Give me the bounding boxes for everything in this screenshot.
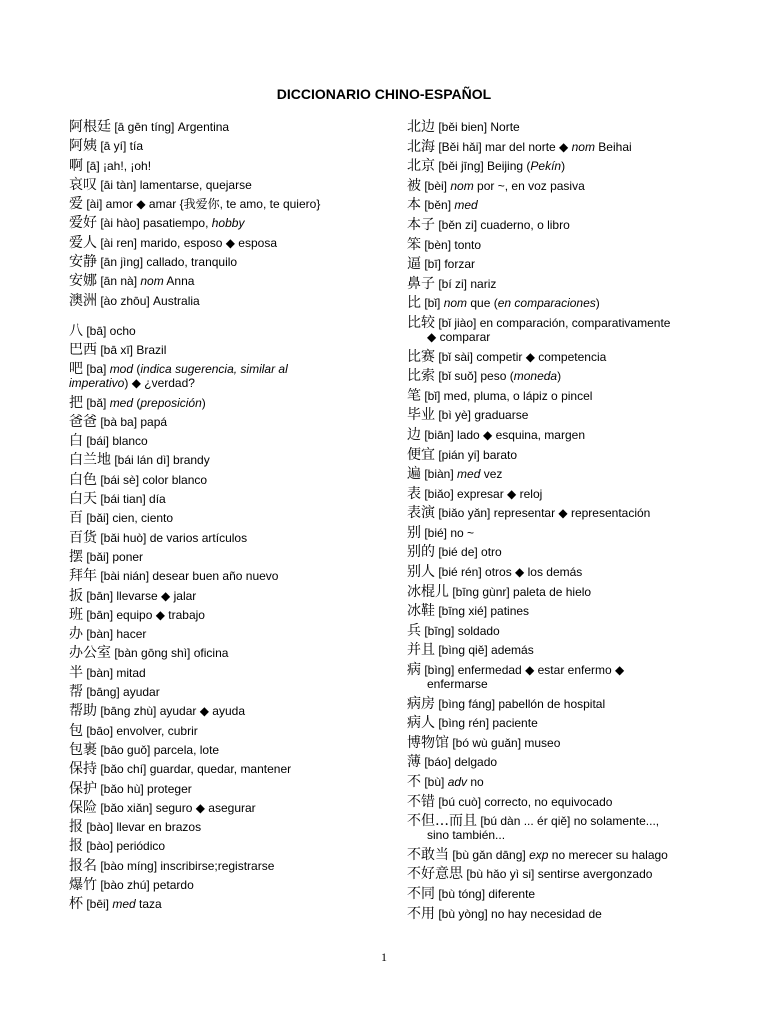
entry-headword: 班 [69, 606, 83, 623]
entry-headword: 病房 [407, 695, 435, 712]
dictionary-entry [407, 277, 727, 291]
entry-definition: [běi bien] Norte [435, 120, 520, 134]
dictionary-entry [69, 216, 389, 230]
entry-headword: 病 [407, 662, 421, 679]
entry-definition: [bù gǎn dāng] exp no merecer su halago [449, 847, 668, 862]
dictionary-entry [69, 550, 389, 564]
entry-definition: [bào] periódico [83, 839, 166, 854]
dictionary-entry [69, 608, 389, 622]
dictionary-entry [407, 140, 727, 154]
entry-headword: 不但…而且 [407, 813, 477, 830]
dictionary-entry [69, 859, 389, 873]
dictionary-entry [69, 415, 389, 429]
entry-definition: [bí zi] nariz [435, 276, 497, 291]
dictionary-entry [407, 448, 727, 462]
dictionary-entry [407, 389, 727, 403]
dictionary-entry [407, 604, 727, 618]
entry-headword: 逼 [407, 256, 421, 273]
dictionary-entry [69, 492, 389, 506]
dictionary-entry [407, 697, 727, 711]
entry-headword: 比赛 [407, 348, 435, 365]
entry-headword: 白色 [69, 471, 97, 488]
entry-definition: [báo] delgado [421, 755, 498, 770]
dictionary-entry [69, 139, 389, 153]
entry-headword: 保持 [69, 761, 97, 778]
entry-definition: [běi jīng] Beijing (Pekín) [435, 159, 566, 174]
entry-definition: [ān jìng] callado, tranquilo [97, 255, 238, 270]
entry-definition: [ā] ¡ah!, ¡oh! [83, 158, 152, 173]
entry-headword: 薄 [407, 754, 421, 771]
entry-headword: 表演 [407, 505, 435, 522]
entry-headword: 八 [69, 322, 83, 339]
dictionary-entry [407, 585, 727, 599]
entry-headword: 啊 [69, 157, 83, 174]
entry-definition: [běn zi] cuaderno, o libro [435, 217, 570, 232]
dictionary-entry [407, 775, 727, 789]
dictionary-entry [69, 724, 389, 738]
dictionary-entry [407, 887, 727, 901]
page-number: 1 [381, 950, 387, 964]
entry-headword: 百 [69, 510, 83, 527]
entry-headword: 北海 [407, 138, 435, 155]
dictionary-entry [407, 257, 727, 271]
entry-definition: [bāng zhù] ayudar ◆ ayuda [97, 704, 245, 719]
entry-definition: [bú cuò] correcto, no equivocado [435, 794, 613, 809]
entry-definition: [bié rén] otros ◆ los demás [435, 565, 583, 580]
entry-headword: 白天 [69, 491, 97, 508]
entry-definition: [bī] forzar [421, 257, 476, 272]
entry-definition: [bā xī] Brazil [97, 342, 167, 357]
entry-definition: [bǎ] med (preposición) [83, 395, 206, 410]
entry-definition: [bái tian] día [97, 492, 166, 507]
entry-definition: [bèn] tonto [421, 237, 482, 252]
entry-definition: [bāo] envolver, cubrir [83, 723, 198, 738]
dictionary-entry [69, 839, 389, 853]
entry-definition: [biǎo] expresar ◆ reloj [421, 486, 543, 501]
entry-headword: 不同 [407, 885, 435, 902]
entry-headword: 兵 [407, 622, 421, 639]
entry-headword: 表 [407, 485, 421, 502]
dictionary-entry [69, 159, 389, 173]
entry-definition: [bàn gōng shì] oficina [111, 646, 229, 661]
dictionary-entry [69, 343, 389, 357]
entry-headword: 不错 [407, 793, 435, 810]
dictionary-entry [407, 663, 727, 691]
dictionary-entry [407, 755, 727, 769]
dictionary-entry [407, 907, 727, 921]
entry-headword: 半 [69, 664, 83, 681]
entry-definition: [bīng xié] patines [435, 604, 530, 619]
entry-headword: 保险 [69, 799, 97, 816]
entry-definition: [ài] amor ◆ amar {我爱你, te amo, te quiero} [83, 197, 321, 212]
entry-headword: 北京 [407, 158, 435, 175]
dictionary-entry [407, 624, 727, 638]
dictionary-entry [69, 685, 389, 699]
entry-definition: [bìng fáng] pabellón de hospital [435, 696, 606, 711]
entry-headword: 白 [69, 433, 83, 450]
entry-definition-continuation: ◆ comparar [427, 329, 491, 344]
entry-definition: [bì yè] graduarse [435, 408, 529, 423]
entry-definition: [bān] llevarse ◆ jalar [83, 588, 197, 603]
entry-headword: 拜年 [69, 568, 97, 585]
entry-definition-continuation: enfermarse [427, 677, 488, 692]
entry-definition: [ba] mod (indica sugerencia, similar al [83, 362, 288, 377]
dictionary-entry [69, 473, 389, 487]
entry-definition: [bù hǎo yì si] sentirse avergonzado [463, 867, 653, 882]
dictionary-column-right [407, 120, 727, 926]
entry-headword: 报名 [69, 857, 97, 874]
entry-definition: [bǎo xiǎn] seguro ◆ asegurar [97, 800, 256, 815]
entry-definition: [ài hào] pasatiempo, hobby [97, 216, 245, 231]
entry-definition: [Běi hǎi] mar del norte ◆ nom Beihai [435, 139, 632, 154]
dictionary-entry [407, 795, 727, 809]
entry-headword: 冰鞋 [407, 603, 435, 620]
entry-headword: 不用 [407, 905, 435, 922]
entry-definition: [bǐ jiào] en comparación, comparativamente [435, 315, 671, 330]
entry-headword: 不敢当 [407, 846, 449, 863]
entry-headword: 边 [407, 426, 421, 443]
entry-headword: 哀叹 [69, 176, 97, 193]
dictionary-entry [407, 814, 727, 842]
entry-headword: 冰棍儿 [407, 583, 449, 600]
entry-headword: 本子 [407, 216, 435, 233]
entry-headword: 笨 [407, 236, 421, 253]
entry-definition-continuation: imperativo) ◆ ¿verdad? [69, 376, 195, 391]
entry-headword: 吧 [69, 361, 83, 378]
entry-headword: 不 [407, 774, 421, 790]
entry-definition: [biǎo yǎn] representar ◆ representación [435, 506, 651, 521]
entry-headword: 杯 [69, 896, 83, 913]
dictionary-entry [69, 531, 389, 545]
entry-definition: [bài nián] desear buen año nuevo [97, 569, 279, 584]
dictionary-entry [69, 878, 389, 892]
entry-definition: [ān nà] nom Anna [97, 274, 195, 289]
dictionary-entry [407, 716, 727, 730]
page-title: DICCIONARIO CHINO-ESPAÑOL [276, 86, 492, 102]
dictionary-entry [69, 782, 389, 796]
entry-headword: 办公室 [69, 645, 111, 662]
entry-definition: [bù tóng] diferente [435, 886, 536, 901]
dictionary-entry [69, 236, 389, 250]
dictionary-entry [407, 643, 727, 657]
dictionary-entry [407, 179, 727, 193]
entry-definition: [bǎo hù] proteger [97, 781, 192, 796]
entry-definition: [bǎi] poner [83, 549, 144, 564]
dictionary-entry [407, 159, 727, 173]
dictionary-entry [69, 743, 389, 757]
entry-definition: [bié] no ~ [421, 525, 475, 540]
entry-definition: [bā] ocho [83, 323, 136, 338]
entry-definition: [bó wù guǎn] museo [449, 735, 561, 750]
entry-headword: 白兰地 [69, 452, 111, 469]
entry-definition: [bái lán dì] brandy [111, 453, 210, 468]
entry-definition: [bù yòng] no hay necesidad de [435, 906, 602, 921]
dictionary-entry [69, 255, 389, 269]
entry-definition: [bìng] enfermedad ◆ estar enfermo ◆ [421, 663, 625, 678]
dictionary-entry [407, 467, 727, 481]
entry-headword: 巴西 [69, 341, 97, 358]
entry-definition: [ài ren] marido, esposo ◆ esposa [97, 235, 277, 250]
entry-headword: 报 [69, 819, 83, 836]
dictionary-entry [69, 120, 389, 134]
entry-headword: 扳 [69, 587, 83, 604]
dictionary-entry [69, 178, 389, 192]
entry-definition: [běn] med [421, 198, 478, 213]
entry-headword: 包裹 [69, 741, 97, 758]
dictionary-entry [69, 197, 389, 211]
entry-headword: 爱好 [69, 215, 97, 232]
entry-definition: [bǐ] med, pluma, o lápiz o pincel [421, 388, 593, 403]
dictionary-entry [407, 867, 727, 881]
entry-definition: [biàn] med vez [421, 467, 503, 482]
entry-definition: [bāng] ayudar [83, 685, 160, 700]
dictionary-entry [407, 487, 727, 501]
entry-definition: [bīng gùnr] paleta de hielo [449, 584, 592, 599]
entry-definition: [bié de] otro [435, 545, 502, 560]
entry-headword: 安娜 [69, 273, 97, 290]
dictionary-entry [69, 589, 389, 603]
entry-definition: [ào zhōu] Australia [97, 293, 200, 308]
dictionary-entry [407, 848, 727, 862]
entry-headword: 办 [69, 626, 83, 643]
entry-headword: 爆竹 [69, 876, 97, 893]
dictionary-entry [407, 506, 727, 520]
entry-headword: 阿根廷 [69, 119, 111, 135]
entry-definition: [bīng] soldado [421, 623, 500, 638]
entry-headword: 百货 [69, 529, 97, 546]
dictionary-entry [69, 820, 389, 834]
dictionary-entry [407, 296, 727, 310]
entry-definition: [bāo guǒ] parcela, lote [97, 742, 220, 757]
dictionary-entry [407, 428, 727, 442]
entry-definition: [bào zhú] petardo [97, 877, 194, 892]
entry-definition: [bú dàn ... ér qiě] no solamente..., [477, 814, 660, 829]
entry-headword: 帮助 [69, 703, 97, 720]
entry-headword: 包 [69, 722, 83, 739]
entry-definition: [biān] lado ◆ esquina, margen [421, 427, 585, 442]
entry-headword: 把 [69, 394, 83, 411]
entry-headword: 比索 [407, 368, 435, 385]
entry-definition: [bái] blanco [83, 434, 148, 449]
dictionary-entry [69, 569, 389, 583]
dictionary-entry [69, 762, 389, 776]
entry-definition: [bìng rén] paciente [435, 716, 538, 731]
dictionary-entry [407, 369, 727, 383]
entry-definition: [āi tàn] lamentarse, quejarse [97, 177, 252, 192]
entry-definition: [bǎi huò] de varios artículos [97, 530, 248, 545]
dictionary-entry [69, 294, 389, 308]
entry-headword: 安静 [69, 254, 97, 271]
dictionary-entry [69, 324, 389, 338]
dictionary-entry [69, 274, 389, 288]
entry-headword: 比较 [407, 314, 435, 331]
entry-definition: [bù] adv no [421, 775, 484, 789]
entry-definition: [bèi] nom por ~, en voz pasiva [421, 178, 585, 193]
entry-definition: [bào míng] inscribirse;registrarse [97, 858, 275, 873]
entry-headword: 遍 [407, 466, 421, 483]
entry-definition: [bǐ sài] competir ◆ competencia [435, 349, 607, 364]
entry-definition: [bǎo chí] guardar, quedar, mantener [97, 762, 292, 777]
entry-headword: 帮 [69, 684, 83, 701]
entry-definition: [bān] equipo ◆ trabajo [83, 607, 205, 622]
dictionary-entry [69, 453, 389, 467]
entry-definition: [bàn] mitad [83, 665, 146, 680]
dictionary-entry [407, 545, 727, 559]
entry-definition: [pián yi] barato [435, 447, 518, 462]
entry-headword: 爱 [69, 196, 83, 213]
entry-headword: 别人 [407, 564, 435, 581]
entry-headword: 报 [69, 838, 83, 855]
entry-headword: 澳洲 [69, 292, 97, 309]
dictionary-entry [407, 198, 727, 212]
dictionary-entry [407, 565, 727, 579]
dictionary-entry [407, 238, 727, 252]
entry-definition: [bǐ] nom que (en comparaciones) [421, 296, 600, 311]
dictionary-entry [407, 120, 727, 134]
entry-headword: 摆 [69, 548, 83, 565]
entry-headword: 并且 [407, 642, 435, 659]
entry-headword: 本 [407, 197, 421, 214]
entry-headword: 便宜 [407, 446, 435, 463]
entry-headword: 毕业 [407, 407, 435, 424]
dictionary-entry [69, 396, 389, 410]
entry-definition: [bìng qiě] además [435, 643, 534, 658]
entry-headword: 爱人 [69, 234, 97, 251]
entry-definition-continuation: sino también... [427, 828, 506, 843]
dictionary-entry [69, 362, 389, 390]
entry-definition: [bēi] med taza [83, 897, 162, 912]
entry-headword: 笔 [407, 387, 421, 404]
entry-headword: 比 [407, 295, 421, 312]
entry-headword: 不好意思 [407, 866, 463, 883]
entry-definition: [bà ba] papá [97, 414, 168, 429]
entry-definition: [bàn] hacer [83, 627, 147, 642]
dictionary-entry [407, 526, 727, 540]
dictionary-column-left [69, 120, 389, 917]
dictionary-entry [407, 350, 727, 364]
dictionary-entry [69, 801, 389, 815]
dictionary-entry [69, 511, 389, 525]
dictionary-entry [407, 736, 727, 750]
entry-headword: 鼻子 [407, 275, 435, 292]
entry-headword: 被 [407, 177, 421, 194]
dictionary-entry [407, 218, 727, 232]
dictionary-entry [69, 646, 389, 660]
entry-definition: [bái sè] color blanco [97, 472, 208, 487]
dictionary-entry [407, 316, 727, 344]
dictionary-entry [69, 897, 389, 911]
entry-headword: 病人 [407, 715, 435, 732]
entry-definition: [bào] llevar en brazos [83, 820, 202, 835]
entry-headword: 别 [407, 524, 421, 541]
dictionary-entry [69, 666, 389, 680]
dictionary-entry [69, 704, 389, 718]
dictionary-entry [69, 434, 389, 448]
entry-headword: 北边 [407, 119, 435, 135]
entry-definition: [bǎi] cien, ciento [83, 511, 174, 526]
entry-definition: [ā gēn tíng] Argentina [111, 120, 230, 134]
dictionary-entry [407, 408, 727, 422]
entry-headword: 阿姨 [69, 138, 97, 155]
entry-headword: 博物馆 [407, 734, 449, 751]
dictionary-entry [69, 627, 389, 641]
entry-headword: 保护 [69, 780, 97, 797]
entry-headword: 别的 [407, 544, 435, 561]
entry-definition: [bǐ suǒ] peso (moneda) [435, 369, 562, 384]
entry-headword: 爸爸 [69, 413, 97, 430]
entry-definition: [ā yí] tía [97, 139, 144, 154]
